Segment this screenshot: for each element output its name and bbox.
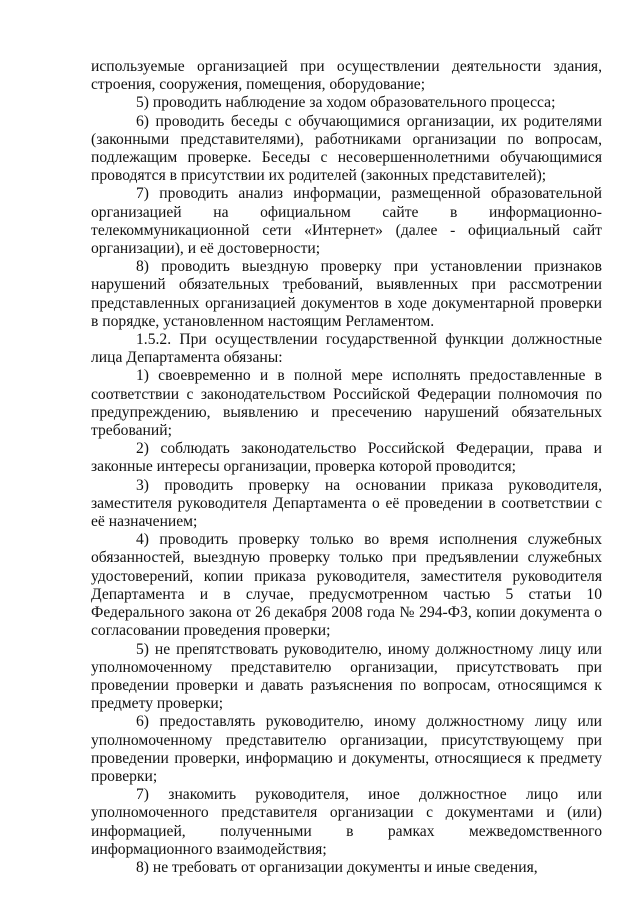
paragraph-duty-4: 4) проводить проверку только во время исполнения служебных обязанностей, выездную проверку только при предъявлении служебных удостоверений, копии приказа руководителя, заместителя руководителя Департамента и в случае, предусмотренном частью 5 статьи 10 Федерального закона от 26 декабря 2008 года № 294-ФЗ, копии документа о согласовании проведения проверки; xyxy=(91,531,602,640)
paragraph-item-5-observation: 5) проводить наблюдение за ходом образовательного процесса; xyxy=(136,94,556,112)
paragraph-item-6-conversations: 6) проводить беседы с обучающимися организации, их родителями (законными представителями), работниками организации по вопросам, подлежащим проверке. Беседы с несовершеннолетними обучающимися проводятся в присутствии их родителей (законных представителей); xyxy=(91,112,602,185)
paragraph-item-7-website-analysis: 7) проводить анализ информации, размещенной образовательной организацией на официальном сайте в информационно-телекоммуникационной сети «Интернет» (далее - официальный сайт организации), и её достоверности; xyxy=(91,185,602,258)
paragraph-duty-2: 2) соблюдать законодательство Российской Федерации, права и законные интересы организации, проверка которой проводится; xyxy=(91,440,602,476)
paragraph-section-1-5-2: 1.5.2. При осуществлении государственной функции должностные лица Департамента обязаны: xyxy=(91,331,602,367)
paragraph-duty-8: 8) не требовать от организации документы и иные сведения, xyxy=(136,858,538,876)
paragraph-duty-5: 5) не препятствовать руководителю, иному должностному лицу или уполномоченному представителю организации, присутствовать при проведении проверки и давать разъяснения по вопросам, относящимся к предмету проверки; xyxy=(91,640,602,713)
paragraph-duty-6: 6) предоставлять руководителю, иному должностному лицу или уполномоченному представителю организации, присутствующему при проведении проверки, информацию и документы, относящиеся к предмету проверки; xyxy=(91,713,602,785)
paragraph-duty-1: 1) своевременно и в полной мере исполнять предоставленные в соответствии с законодательством Российской Федерации полномочия по предупреждению, выявлению и пресечению нарушений обязательных требований; xyxy=(91,367,602,440)
document-page xyxy=(91,58,602,877)
paragraph-continuation: используемые организацией при осуществлении деятельности здания, строения, сооружения, помещения, оборудование; xyxy=(91,58,602,94)
paragraph-item-8-field-inspection: 8) проводить выездную проверку при установлении признаков нарушений обязательных требований, выявленных при рассмотрении представленных организацией документов в ходе документарной проверки в порядке, установленном настоящим Регламентом. xyxy=(91,258,602,330)
paragraph-duty-3: 3) проводить проверку на основании приказа руководителя, заместителя руководителя Департамента о её проведении в соответствии с её назначением; xyxy=(91,476,602,531)
paragraph-duty-7: 7) знакомить руководителя, иное должностное лицо или уполномоченного представителя организации с документами и (или) информацией, полученными в рамках межведомственного информационного взаимодействия; xyxy=(91,786,602,858)
